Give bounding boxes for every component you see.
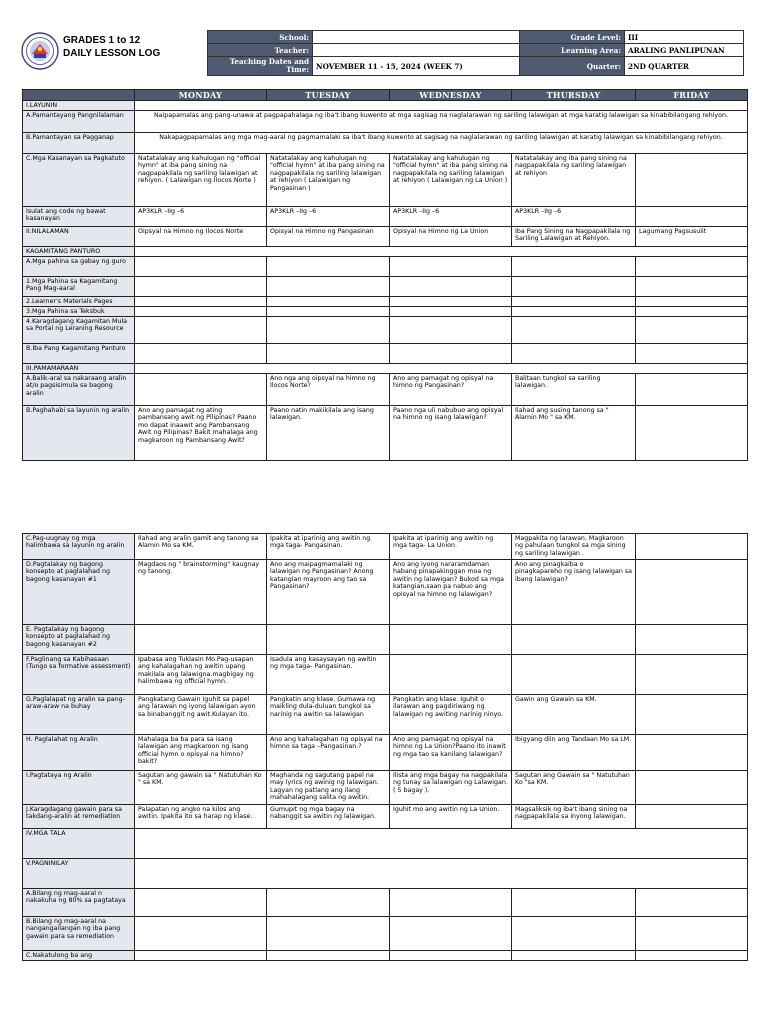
row-label: B.Iba Pang Kagamitang Panturo [23,344,135,364]
cell-tuesday [267,917,390,951]
log-row [23,625,748,655]
dates-label-line2: Time: [286,65,309,74]
cell-thursday: Ilahad ang susing tanong sa " Alamin Mo " sa KM. [512,406,636,461]
log-row [23,771,748,805]
row-label: C.Mga Kasanayan sa Pagkatuto [23,154,135,207]
cell-wednesday: Paano nga uli nabubuo ang opisyal na himno ng isang lalawigan? [390,406,512,461]
row-content-span: Nakapagpapamalas ang mga mag-aaral ng pagmamalaki sa iba't ibang kuwento at sagisag na naglalarawan ng sariling lalawigan at karatig lalawigan sa kinabibilangang rehiyon. [135,133,748,154]
row-label: II.NILALAMAN [23,227,135,247]
cell-wednesday [390,257,512,277]
deped-seal-icon [21,32,59,70]
cell-friday [636,735,748,771]
log-row [23,951,748,961]
cell-thursday: Ano ang pinagkaiba o pinagkapareho ng isang lalawigan sa ibang lalawigan? [512,560,636,625]
log-row [23,655,748,695]
row-label: A.Balik-aral sa nakaraang aralin at/o pagsisimula sa bagong aralin [23,374,135,406]
row-label: III.PAMAMARAAN [23,364,135,374]
dates-label-line1: Teaching Dates and [229,57,309,66]
log-row [23,859,748,889]
info-table [207,30,744,76]
day-header-thursday: THURSDAY [512,90,636,101]
cell-monday: AP3KLR –IIg –6 [135,207,267,227]
cell-wednesday: Ano ang pamagat ng opisyal na himno ng La Union?Paano ito inawit ng mga tao sa kanilang lalawigan? [390,735,512,771]
log-row [23,111,748,133]
cell-wednesday: Ano ang pamagat ng opisyal na himno ng Pangasinan? [390,374,512,406]
row-content-span [135,829,748,859]
row-label: A.Mga pahina sa gabay ng guro [23,257,135,277]
cell-wednesday [390,277,512,297]
cell-tuesday [267,257,390,277]
cell-thursday: Balitaan tungkol sa sariling lalawigan. [512,374,636,406]
row-label: B.Paghahabi sa layunin ng aralin [23,406,135,461]
cell-tuesday: Natatalakay ang kahulugan ng "official hymn" at iba pang sining na nagpapakilala ng sariling lalawigan at rehiyon ( Lalawigan ng Pangasinan ) [267,154,390,207]
cell-monday [135,307,267,317]
cell-monday: Natatalakay ang kahulugan ng "official hymn" at iba pang sining na nagpapakilala ng sariling lalawigan at rehiyon. ( Lalawigan ng Ilocos Norte ) [135,154,267,207]
cell-tuesday [267,625,390,655]
cell-friday [636,154,748,207]
cell-friday [636,951,748,961]
cell-tuesday: Pangkatin ang klase. Gumawa ng maikling dula-duluan tungkol sa narinig na awitin sa lalawigan [267,695,390,735]
row-label: C.Pag-uugnay ng mga halimbawa sa layunin ng aralin [23,534,135,560]
grade-value: III [625,31,744,44]
log-row [23,695,748,735]
cell-monday: Sagutan ang gawain sa " Natutuhan Ko " sa KM. [135,771,267,805]
cell-thursday [512,917,636,951]
cell-thursday [512,951,636,961]
cell-friday [636,374,748,406]
row-label: B.Bilang ng mag-aaral na nangangailangan ng iba pang gawain para sa remediation [23,917,135,951]
row-content-span [135,101,748,111]
cell-wednesday [390,317,512,344]
cell-friday [636,534,748,560]
row-label: V.PAGNINILAY [23,859,135,889]
cell-wednesday [390,917,512,951]
log-row [23,297,748,307]
cell-thursday: Natatalakay ang iba pang sining na nagpapakilala ng sariling lalawigan at rehiyon [512,154,636,207]
day-header-monday: MONDAY [135,90,267,101]
cell-friday [636,307,748,317]
cell-tuesday: Paano natin makikilala ang isang lalawigan. [267,406,390,461]
title-line-grades: GRADES 1 to 12 [63,35,141,46]
cell-monday: Magdaos ng " brainstorming" kaugnay ng tanong. [135,560,267,625]
document-header [21,30,748,72]
row-label: G.Paglalapat ng aralin sa pang-araw-araw na buhay [23,695,135,735]
cell-wednesday: Natatalakay ang kahulugan ng "official hymn" at iba pang sining na nagpapakilala ng sariling lalawigan at rehiyon ( Lalawigan ng La Union ) [390,154,512,207]
cell-friday [636,771,748,805]
lesson-log-body-2 [23,534,748,961]
cell-wednesday: Opisyal na Himno ng La Union [390,227,512,247]
cell-friday [636,625,748,655]
area-value: ARALING PANLIPUNAN [625,44,744,57]
cell-tuesday [267,951,390,961]
row-label: J.Karagdagang gawain para sa takdang-aralin at remediation [23,805,135,829]
cell-friday [636,805,748,829]
row-label: IV.MGA TALA [23,829,135,859]
cell-wednesday [390,344,512,364]
log-row [23,344,748,364]
cell-monday: Palapatan ng angko na kilos ang awitin. Ipakita ito sa harap ng klase. [135,805,267,829]
row-label: 2.Learner's Materials Pages [23,297,135,307]
cell-wednesday [390,625,512,655]
cell-thursday [512,317,636,344]
day-header-friday: FRIDAY [636,90,748,101]
cell-tuesday: Opisyal na Himno ng Pangasinan [267,227,390,247]
dates-label [208,57,313,76]
cell-tuesday: Maghanda ng sagutang papel na may lyrics ng awinig ng lalawigan. Lagyan ng patlang ang ilang mahahalagang salita ng awitin. [267,771,390,805]
log-row [23,364,748,374]
day-header-tuesday: TUESDAY [267,90,390,101]
cell-friday [636,277,748,297]
area-label: Learning Area: [520,44,625,57]
quarter-value: 2ND QUARTER [625,57,744,76]
cell-tuesday [267,297,390,307]
log-row [23,257,748,277]
log-row [23,277,748,297]
log-row [23,805,748,829]
cell-wednesday: Ano ang iyong nararamdaman habang pinapakinggan moa ng awitin ng lalawigan? Bukod sa mga katangian,saan pa nabuo ang opisyal na himno ng lalawigan? [390,560,512,625]
cell-thursday: Magpakita ng larawan. Magkaroon ng pahulaan tungkol sa mga sining ng sariling lalawigan . [512,534,636,560]
cell-monday [135,257,267,277]
cell-monday [135,625,267,655]
cell-monday: Mahalaga ba ba para sa isang lalawigan ang magkaroon ng isang official hymn o opisyal na himno? bakit? [135,735,267,771]
cell-tuesday [267,277,390,297]
cell-monday [135,951,267,961]
cell-wednesday [390,307,512,317]
log-row [23,101,748,111]
row-label: 1.Mga Pahina sa Kagamitang Pang Mag-aaral [23,277,135,297]
row-label: E. Pagtalakay ng bagong konsepto at paglalahad ng bagong kasanayan #2 [23,625,135,655]
row-label: C.Nakatulong ba ang [23,951,135,961]
cell-tuesday [267,317,390,344]
row-label: D.Pagtalakay ng bagong konsepto at paglalahad ng bagong kasanayan #1 [23,560,135,625]
cell-monday: Oipsyal na Himno ng Ilocos Norte [135,227,267,247]
cell-friday [636,695,748,735]
log-row [23,317,748,344]
cell-monday [135,374,267,406]
log-row [23,133,748,154]
day-header-blank [23,90,135,101]
row-label: I.LAYUNIN [23,101,135,111]
log-row [23,560,748,625]
cell-monday: Ano ang pamagat ng ating pambansang awit ng Pilipinas? Paano mo dapat inaawit ang Pambansang Awit ng Pilipinas? Bakit mahalaga ang magkaroon ng Pambansang Awit? [135,406,267,461]
log-row [23,406,748,461]
cell-thursday: AP3KLR –IIg –6 [512,207,636,227]
row-label: I.Pagtataya ng Aralin [23,771,135,805]
cell-thursday: Sagutan ang Gawain sa " Natutuhan Ko "sa KM. [512,771,636,805]
cell-friday [636,889,748,917]
log-row [23,829,748,859]
cell-wednesday [390,297,512,307]
cell-tuesday: Ipakita at iparinig ang awitin ng mga taga- Pangasinan. [267,534,390,560]
cell-wednesday: Pangkatin ang klase. Iguhit o ilarawan ang pagdiriwang ng lalawigan ng awiting narinig ninyo. [390,695,512,735]
log-row [23,917,748,951]
school-label: School: [208,31,313,44]
cell-thursday: Ibigyang diin ang Tandaan Mo sa LM. [512,735,636,771]
log-row [23,154,748,207]
log-row [23,307,748,317]
row-label: A.Pamantayang Pangnilalaman [23,111,135,133]
cell-thursday [512,307,636,317]
cell-friday [636,406,748,461]
cell-wednesday: AP3KLR –IIg –6 [390,207,512,227]
log-row [23,735,748,771]
log-row [23,534,748,560]
cell-friday [636,297,748,307]
cell-wednesday [390,655,512,695]
row-label: 4.Karagdagang Kagamitan Mula sa Portal ng Leraning Resource [23,317,135,344]
cell-monday: Ipabasa ang Tuklasin Mo.Pag-usapan ang kahalagahan ng awitin upang makilala ang lalawigna.magbigay ng halimbawa ng official hymn. [135,655,267,695]
cell-thursday [512,655,636,695]
row-content-span [135,364,748,374]
cell-thursday [512,344,636,364]
log-row [23,247,748,257]
row-label: 3.Mga Pahina sa Teksbuk [23,307,135,317]
cell-friday [636,207,748,227]
cell-friday [636,917,748,951]
cell-thursday [512,297,636,307]
cell-monday [135,889,267,917]
cell-thursday [512,277,636,297]
cell-monday [135,917,267,951]
cell-wednesday [390,951,512,961]
cell-thursday: Iba Pang Sining na Nagpapakilala ng Sariling Lalawigan at Rehiyon. [512,227,636,247]
cell-monday: Ilahad ang aralin gamit ang tanong sa Alamin Mo sa KM. [135,534,267,560]
row-label: B.Pamantayan sa Pagganap [23,133,135,154]
day-header-wednesday: WEDNESDAY [390,90,512,101]
cell-tuesday: Ano nga ang oipsyal na himno ng Ilocos Norte? [267,374,390,406]
cell-tuesday [267,307,390,317]
lesson-log-table-1 [22,89,748,461]
cell-friday [636,655,748,695]
teacher-value [313,44,520,57]
cell-tuesday: Gumupit ng mga bagay na nabanggit sa awitin ng lalawigan. [267,805,390,829]
cell-friday [636,344,748,364]
cell-wednesday: Iguhit mo ang awitin ng La Union. [390,805,512,829]
cell-thursday [512,257,636,277]
row-content-span: Naipapamalas ang pang-unawa at pagpapahalaga ng iba't ibang kuwento at mga sagisag na naglalarawan ng sariling lalawigan at mga karatig lalawigan sa kinabibilangang rehiyon. [135,111,748,133]
cell-wednesday: Ipakita at iparinig ang awitin ng mga taga- La Union. [390,534,512,560]
cell-friday [636,257,748,277]
row-label: Isulat ang code ng bawat kasanayan [23,207,135,227]
cell-monday: Pangkatang Gawain Iguhit sa papel ang larawan ng iyong lalawigan ayon sa binabanggit ng awit.Kulayan ito. [135,695,267,735]
cell-monday [135,277,267,297]
cell-tuesday: Ano ang maipagmamalaki ng lalawigan ng Pangasinan? Anong katangian mayroon ang tao sa Pangasinan? [267,560,390,625]
quarter-label: Quarter: [520,57,625,76]
document-title [63,34,160,60]
school-value [313,31,520,44]
teacher-label: Teacher: [208,44,313,57]
cell-tuesday [267,889,390,917]
log-row [23,889,748,917]
row-label: H. Paglalahat ng Aralin [23,735,135,771]
cell-thursday [512,625,636,655]
row-label: F.Paglinang sa Kabihasaan (Tungo sa formative assessment) [23,655,135,695]
cell-tuesday: AP3KLR –IIg –6 [267,207,390,227]
dates-value: NOVEMBER 11 - 15, 2024 (WEEK 7) [313,57,520,76]
log-row [23,207,748,227]
cell-friday [636,560,748,625]
cell-friday [636,317,748,344]
cell-wednesday: Ilista ang mga bagay na nagpakilala ng tunay sa lalawigan ng Lalawigan. ( 5 bagay ). [390,771,512,805]
cell-monday [135,297,267,307]
cell-wednesday [390,889,512,917]
cell-tuesday: Ano ang kahalagahan ng opisyal na himno sa taga –Pangasinan.? [267,735,390,771]
cell-monday [135,344,267,364]
cell-thursday: Gawin ang Gawain sa KM. [512,695,636,735]
lesson-log-table-2 [22,533,748,961]
cell-tuesday: Isadula ang kasaysayan ng awitin ng mga taga- Pangasinan. [267,655,390,695]
cell-monday [135,317,267,344]
log-row [23,227,748,247]
row-content-span [135,859,748,889]
row-label: A.Bilang ng mag-aaral n nakakuha ng 80% sa pagtataya [23,889,135,917]
cell-tuesday [267,344,390,364]
grade-label: Grade Level: [520,31,625,44]
cell-thursday: Magsaliksik ng iba't ibang sining na nagpapakilala sa inyong lalawigan. [512,805,636,829]
row-content-span [135,247,748,257]
cell-thursday [512,889,636,917]
log-row [23,374,748,406]
row-label: KAGAMITANG PANTURO [23,247,135,257]
title-line-log: DAILY LESSON LOG [63,48,161,59]
cell-friday: Lagumang Pagsusulit [636,227,748,247]
day-header-row [23,90,748,101]
lesson-log-body-1 [23,90,748,461]
